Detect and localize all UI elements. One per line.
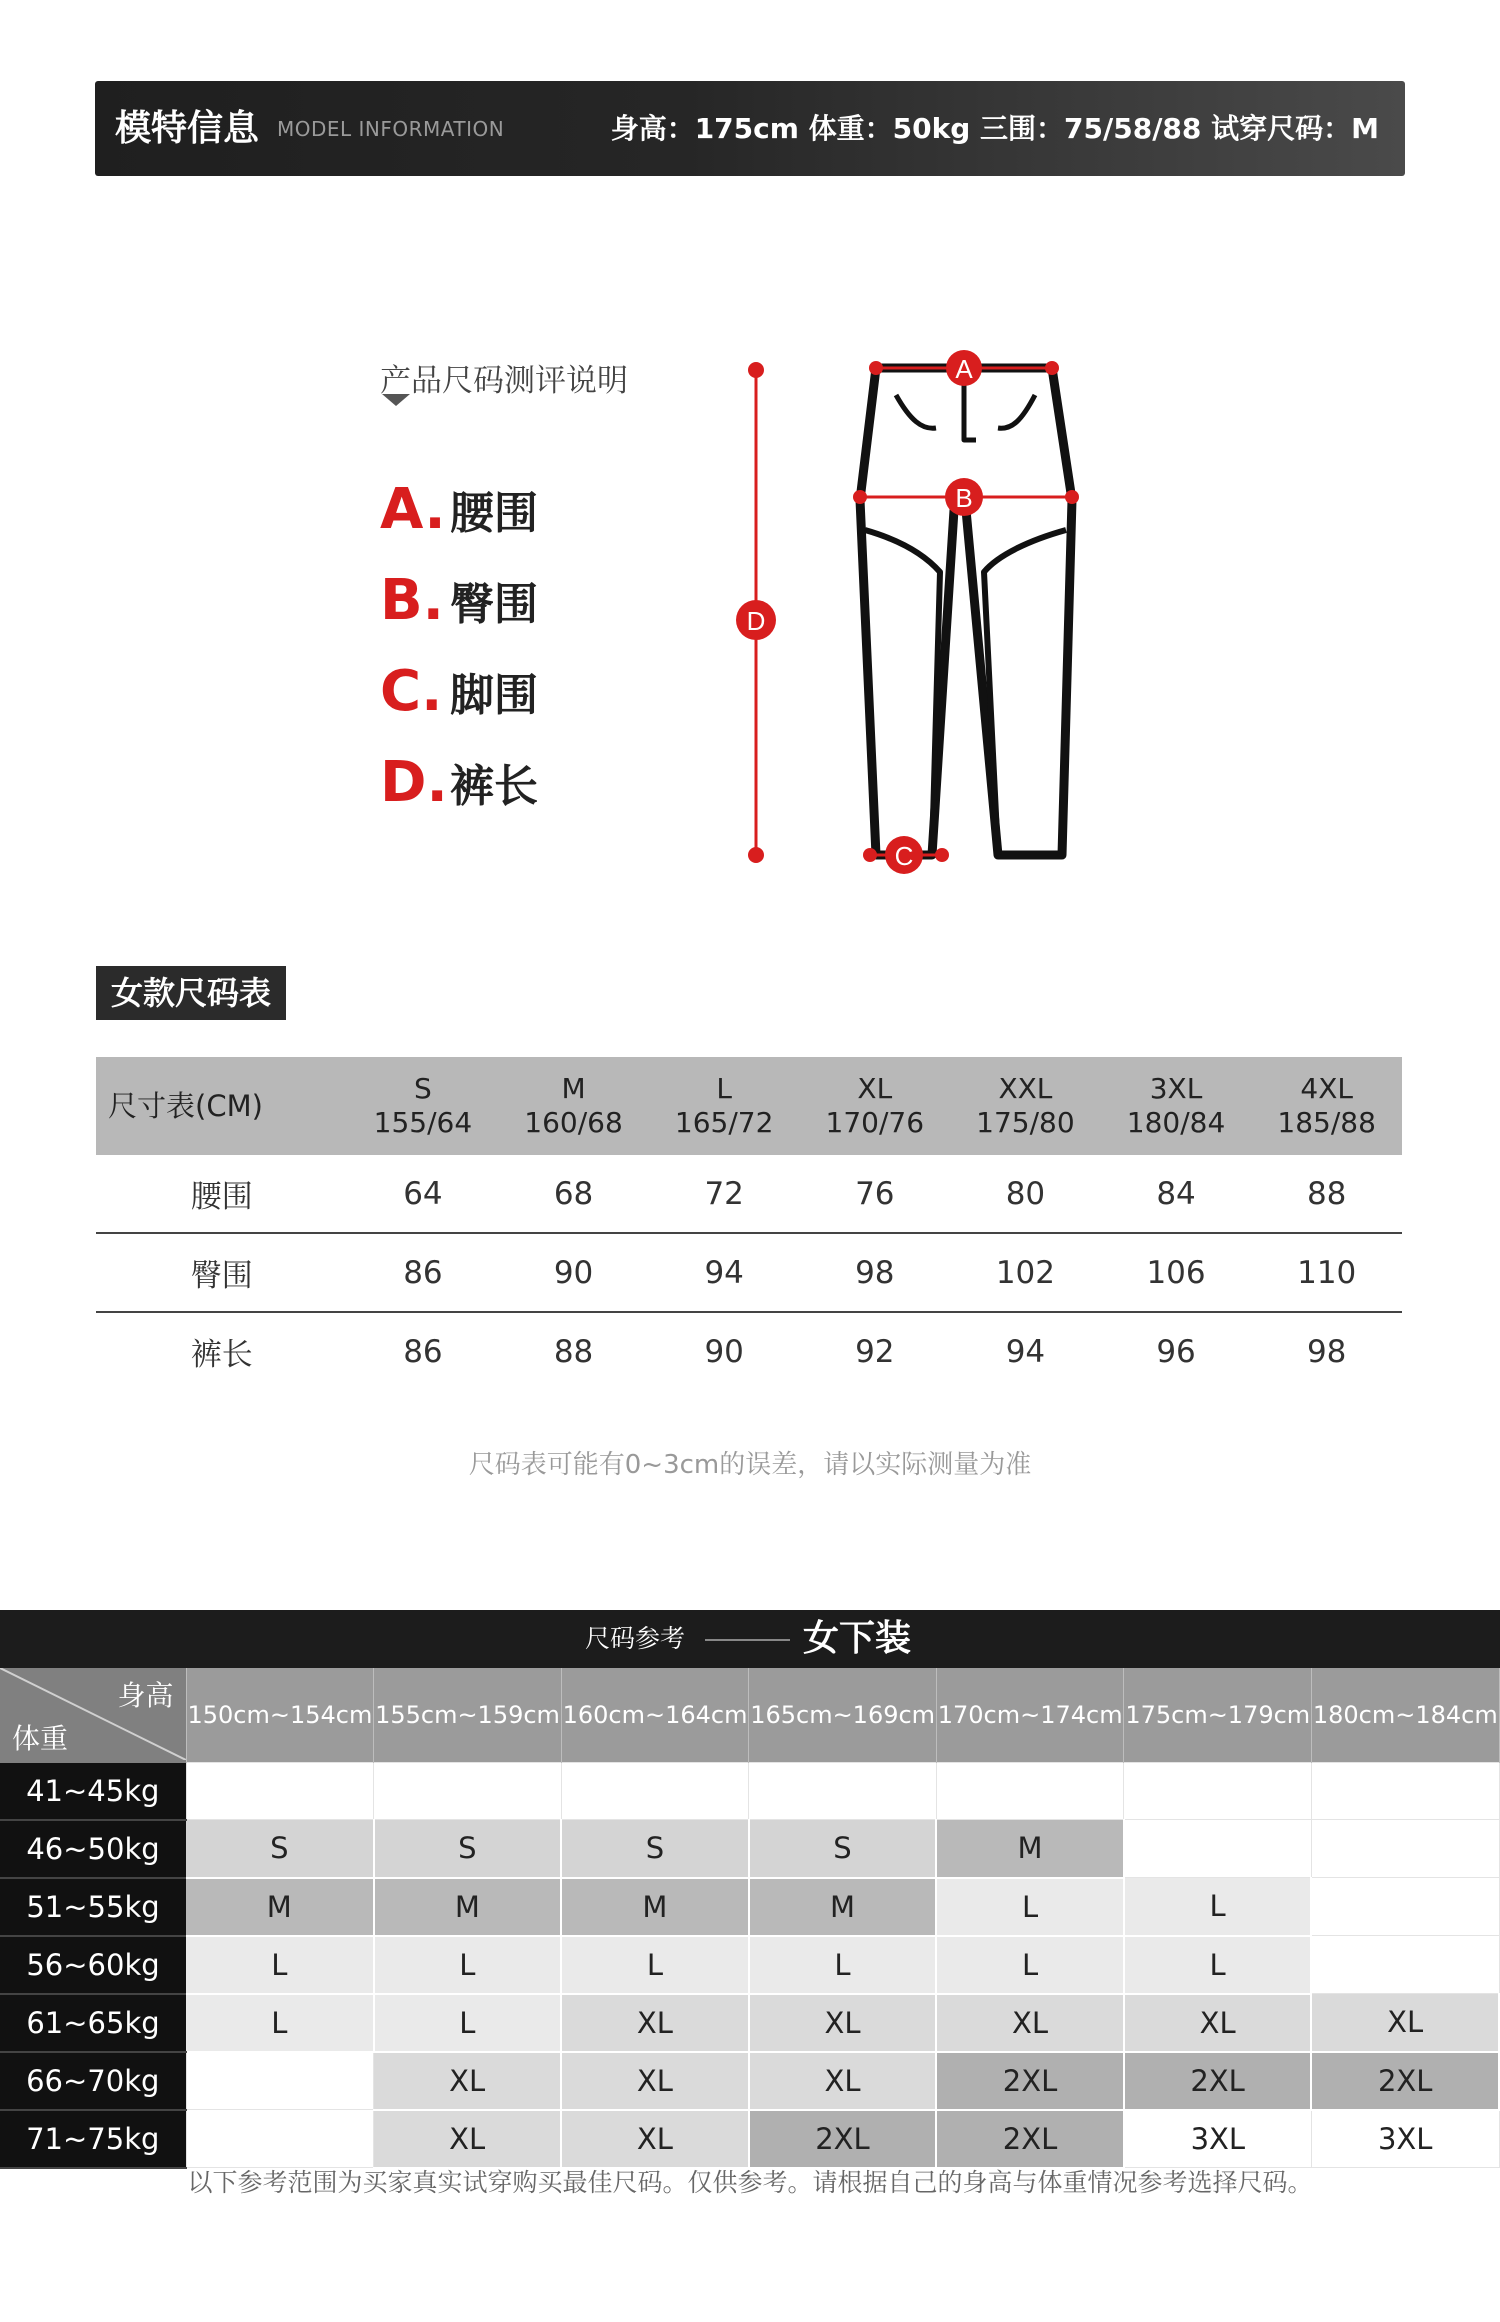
- size-cell: XL: [374, 2052, 562, 2110]
- table-cell: 80: [950, 1155, 1101, 1233]
- legend-label: 腰围: [450, 488, 538, 539]
- reference-header-row: [0, 1668, 1499, 1763]
- size-cell: XL: [936, 1994, 1124, 2052]
- table-cell: 98: [799, 1233, 950, 1312]
- legend-letter: C.: [380, 659, 443, 724]
- hem-dot-left: [863, 848, 877, 862]
- reference-note: 以下参考范围为买家真实试穿购买最佳尺码。仅供参考。请根据自己的身高与体重情况参考选择尺码。: [187, 2168, 1313, 2197]
- table-cell: 68: [498, 1155, 649, 1233]
- size-cell: S: [186, 1820, 374, 1878]
- size-cell: 3XL: [1124, 2110, 1312, 2168]
- size-cell: 2XL: [1124, 2052, 1312, 2110]
- marker-d-label: D: [746, 606, 766, 636]
- corner-height-label: 身高: [117, 1679, 174, 1712]
- size-cell: [749, 1763, 937, 1820]
- weight-label: 56~60kg: [0, 1936, 186, 1994]
- reference-table: [0, 1668, 1500, 2169]
- size-label: 3XL: [1149, 1072, 1203, 1105]
- table-cell: 94: [649, 1233, 800, 1312]
- size-cell: XL: [749, 2052, 937, 2110]
- corner-weight-label: 体重: [12, 1721, 69, 1755]
- size-label: XL: [857, 1072, 893, 1105]
- reference-header-title: 女下装: [803, 1618, 912, 1659]
- size-cell: L: [374, 1936, 562, 1994]
- size-cell: S: [749, 1820, 937, 1878]
- row-label: 臀围: [96, 1233, 348, 1312]
- height-column: 170cm~174cm: [936, 1668, 1124, 1763]
- size-cell: XL: [561, 2052, 749, 2110]
- reference-header-small: 尺码参考: [585, 1624, 686, 1653]
- size-cell: L: [561, 1936, 749, 1994]
- table-row: [0, 1936, 1499, 1994]
- size-fit: 165/72: [674, 1106, 774, 1139]
- header-divider: [705, 1639, 790, 1641]
- size-cell: [186, 2110, 374, 2168]
- height-column: 150cm~154cm: [186, 1668, 374, 1763]
- table-row: [0, 2110, 1499, 2168]
- table-cell: 90: [498, 1233, 649, 1312]
- table-cell: 86: [403, 1333, 443, 1370]
- reference-header: [0, 1610, 1500, 1668]
- legend-label: 脚围: [450, 670, 538, 721]
- size-column-3xl: [1101, 1057, 1252, 1155]
- table-cell: 86: [348, 1233, 499, 1312]
- size-cell: [561, 1763, 749, 1820]
- size-cell: XL: [749, 1994, 937, 2052]
- pants-outline: [860, 368, 1072, 855]
- size-cell: 2XL: [936, 2052, 1124, 2110]
- size-label: 4XL: [1300, 1072, 1353, 1105]
- size-cell: 2XL: [1311, 2052, 1499, 2110]
- legend-item-waist: [380, 470, 538, 550]
- size-table-header: [96, 1057, 1402, 1155]
- hem-dot-right: [935, 848, 949, 862]
- legend-item-hip: [380, 561, 538, 641]
- size-cell: [936, 1763, 1124, 1820]
- size-fit: 160/68: [524, 1106, 623, 1139]
- table-cell: 88: [553, 1333, 594, 1370]
- size-cell: [1311, 1820, 1499, 1878]
- hip-dot-right: [1065, 490, 1079, 504]
- size-label: S: [414, 1072, 432, 1105]
- size-fit: 180/84: [1126, 1106, 1226, 1139]
- legend-label: 裤长: [450, 761, 538, 812]
- table-row: [0, 1820, 1499, 1878]
- caret-down-icon: [382, 394, 410, 406]
- row-label: 裤长: [190, 1337, 253, 1373]
- height-column: 155cm~159cm: [374, 1668, 562, 1763]
- size-table-tag: 女款尺码表: [96, 966, 286, 1020]
- table-row: [96, 1233, 1402, 1312]
- weight-label: 71~75kg: [0, 2110, 186, 2168]
- size-cell: [1124, 1763, 1312, 1820]
- model-info-title: 模特信息: [115, 108, 260, 149]
- size-cell: L: [186, 1994, 374, 2052]
- size-cell: L: [1124, 1936, 1312, 1994]
- table-row: [0, 2052, 1499, 2110]
- length-dot-top: [748, 362, 764, 378]
- size-cell: XL: [374, 2110, 562, 2168]
- size-cell: [1311, 1936, 1499, 1994]
- size-table-note: 尺码表可能有0~3cm的误差，请以实际测量为准: [468, 1450, 1032, 1480]
- table-cell: 106: [1101, 1233, 1252, 1312]
- table-row: [96, 1155, 1402, 1233]
- table-cell: 110: [1251, 1233, 1402, 1312]
- size-cell: L: [749, 1936, 937, 1994]
- size-cell: [1311, 1763, 1499, 1820]
- size-cell: [1124, 1820, 1312, 1878]
- size-label: L: [716, 1072, 732, 1105]
- size-cell: M: [936, 1820, 1124, 1878]
- size-column-xxl: [950, 1057, 1101, 1155]
- size-table: [96, 1057, 1402, 1390]
- pants-diagram: [700, 340, 1100, 880]
- size-cell: L: [1124, 1878, 1312, 1936]
- weight-label: 41~45kg: [0, 1763, 186, 1820]
- waist-dot-right: [1045, 361, 1059, 375]
- table-cell: 98: [1306, 1333, 1347, 1370]
- legend-letter: A.: [380, 477, 446, 542]
- size-column-l: [649, 1057, 800, 1155]
- hip-dot-left: [853, 490, 867, 504]
- size-cell: 2XL: [936, 2110, 1124, 2168]
- table-cell: 76: [799, 1155, 950, 1233]
- diagram-title: 产品尺码测评说明: [380, 363, 628, 399]
- weight-label: 46~50kg: [0, 1820, 186, 1878]
- size-cell: 3XL: [1311, 2110, 1499, 2168]
- size-cell: [374, 1763, 562, 1820]
- table-cell: 64: [348, 1155, 499, 1233]
- size-cell: 2XL: [749, 2110, 937, 2168]
- height-column: 180cm~184cm: [1311, 1668, 1499, 1763]
- size-cell: M: [186, 1878, 374, 1936]
- size-cell: S: [374, 1820, 562, 1878]
- table-row: [0, 1878, 1499, 1936]
- marker-b-label: B: [955, 483, 973, 513]
- reference-corner: [0, 1668, 186, 1763]
- size-fit: 170/76: [825, 1106, 925, 1139]
- reference-body: [0, 1763, 1499, 2168]
- size-cell: L: [936, 1936, 1124, 1994]
- legend-letter: D.: [380, 750, 448, 815]
- size-cell: L: [186, 1936, 374, 1994]
- size-fit: 175/80: [976, 1106, 1075, 1139]
- size-label: M: [561, 1072, 586, 1105]
- size-cell: L: [936, 1878, 1124, 1936]
- size-column-s: [348, 1057, 499, 1155]
- height-column: 165cm~169cm: [749, 1668, 937, 1763]
- marker-c-label: C: [894, 841, 914, 871]
- size-label: XXL: [998, 1072, 1053, 1105]
- size-cell: XL: [561, 2110, 749, 2168]
- table-cell: 94: [1005, 1333, 1046, 1370]
- size-cell: XL: [561, 1994, 749, 2052]
- row-label: 腰围: [96, 1155, 348, 1233]
- size-cell: M: [561, 1878, 749, 1936]
- size-cell: M: [749, 1878, 937, 1936]
- table-cell: 96: [1156, 1333, 1196, 1370]
- legend-label: 臀围: [450, 579, 538, 630]
- size-cell: L: [374, 1994, 562, 2052]
- height-column: 160cm~164cm: [561, 1668, 749, 1763]
- legend-item-hem: [380, 652, 538, 732]
- table-row: [0, 1994, 1499, 2052]
- size-cell: XL: [1311, 1994, 1499, 2052]
- size-cell: [186, 1763, 374, 1820]
- size-cell: [1311, 1878, 1499, 1936]
- table-cell: 84: [1101, 1155, 1252, 1233]
- table-cell: 92: [855, 1333, 895, 1370]
- model-specs: 身高：175cm 体重：50kg 三围：75/58/88 试穿尺码：M: [610, 112, 1379, 145]
- weight-label: 51~55kg: [0, 1878, 186, 1936]
- waist-dot-left: [869, 361, 883, 375]
- table-row: [0, 1763, 1499, 1820]
- size-fit: 155/64: [373, 1106, 473, 1139]
- table-cell: 72: [649, 1155, 800, 1233]
- size-cell: M: [374, 1878, 562, 1936]
- table-cell: 90: [704, 1333, 744, 1370]
- length-dot-bottom: [748, 847, 764, 863]
- model-info-bar: [95, 81, 1405, 176]
- legend-letter: B.: [380, 568, 444, 633]
- table-cell: 102: [950, 1233, 1101, 1312]
- size-cell: [186, 2052, 374, 2110]
- size-column-m: [498, 1057, 649, 1155]
- marker-a-label: A: [955, 354, 973, 384]
- weight-label: 61~65kg: [0, 1994, 186, 2052]
- weight-label: 66~70kg: [0, 2052, 186, 2110]
- table-row: [96, 1312, 1402, 1390]
- model-info-subtitle: MODEL INFORMATION: [277, 117, 505, 141]
- height-column: 175cm~179cm: [1124, 1668, 1312, 1763]
- table-cell: 88: [1251, 1155, 1402, 1233]
- size-column-4xl: [1251, 1057, 1402, 1155]
- size-cell: S: [561, 1820, 749, 1878]
- legend-item-length: [380, 743, 538, 823]
- size-table-corner: 尺寸表(CM): [96, 1057, 348, 1155]
- size-column-xl: [799, 1057, 950, 1155]
- size-cell: XL: [1124, 1994, 1312, 2052]
- size-fit: 185/88: [1277, 1106, 1376, 1139]
